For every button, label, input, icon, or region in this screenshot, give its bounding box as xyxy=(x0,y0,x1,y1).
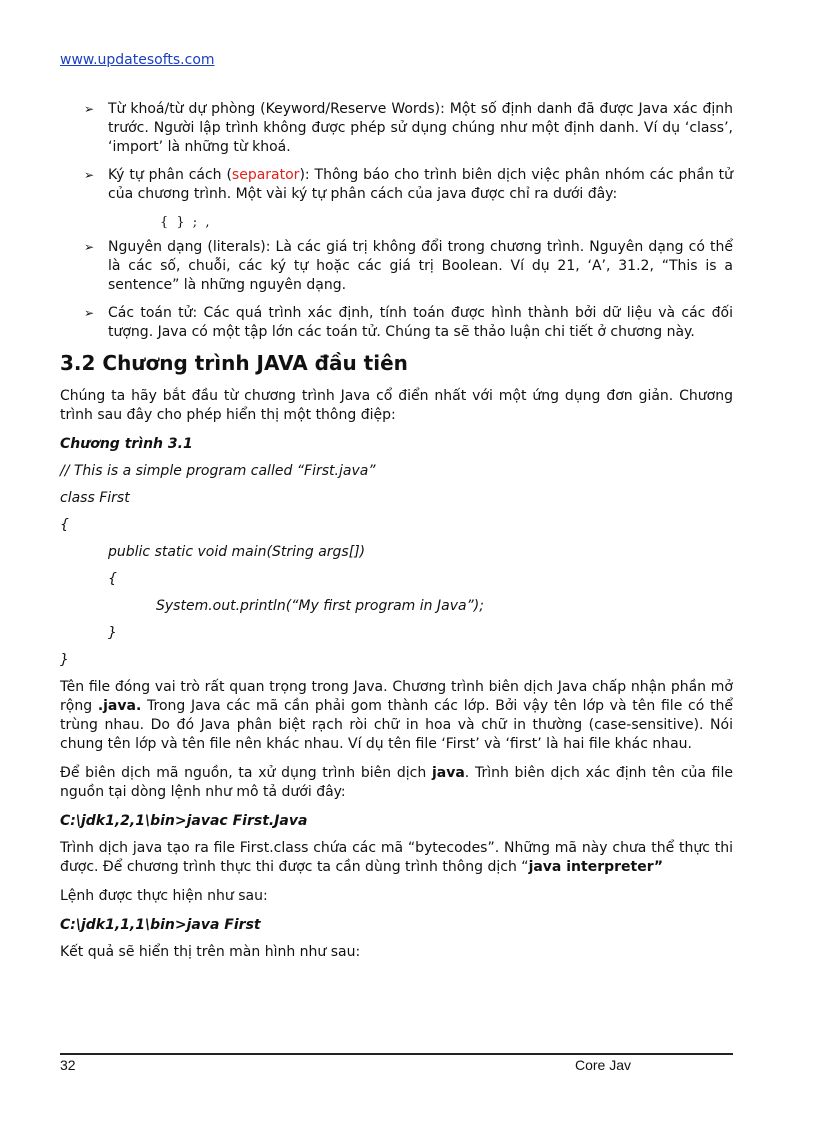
para-bold: java interpreter” xyxy=(528,859,664,875)
bullet-item-operators xyxy=(60,304,733,342)
bullet-item-separators xyxy=(60,166,733,204)
para-text: Trình dịch java tạo ra file First.class chứa các mã “bytecodes”. Những mã này chưa thể thực thi được. Để chương trình thực thi được ta cần dùng trình thông dịch “ xyxy=(60,840,733,875)
arrow-bullet-icon: ➢ xyxy=(84,240,95,254)
bytecode-paragraph xyxy=(60,839,733,877)
para-text: Để biên dịch mã nguồn, ta xử dụng trình biên dịch xyxy=(60,765,432,781)
arrow-bullet-icon: ➢ xyxy=(84,168,95,182)
separator-symbols: { } ; , xyxy=(160,215,212,230)
footer-divider xyxy=(60,1053,733,1055)
code-line: public static void main(String args[]) xyxy=(108,544,366,560)
bullet-item-literals xyxy=(60,238,733,295)
bullet-text: Các toán tử: Các quá trình xác định, tính toán được hình thành bởi dữ liệu và các đối tượng. Java có một tập lớn các toán tử. Chúng ta sẽ thảo luận chi tiết ở chương này. xyxy=(108,305,733,340)
code-line: { xyxy=(108,571,117,587)
program-title: Chương trình 3.1 xyxy=(60,436,193,452)
separator-highlight: separator xyxy=(231,167,300,183)
code-line: { xyxy=(60,517,69,533)
code-line: // This is a simple program called “First.java” xyxy=(60,463,376,479)
code-line: class First xyxy=(60,490,130,506)
bullet-list-2 xyxy=(60,238,733,342)
para-text: . Trình biên dịch xác định tên của file nguồn tại dòng lệnh như mô tả dưới đây: xyxy=(60,765,734,800)
arrow-bullet-icon: ➢ xyxy=(84,102,95,116)
bullet-text: Từ khoá/từ dự phòng (Keyword/Reserve Words): Một số định danh đã được Java xác định trước. Người lập trình không được phép sử dụng chúng như một định danh. Ví dụ ‘class’, ‘import’ là những từ khoá. xyxy=(108,101,733,155)
section-heading: 3.2 Chương trình JAVA đầu tiên xyxy=(60,351,408,375)
page-content xyxy=(60,100,733,972)
bullet-text: Nguyên dạng (literals): Là các giá trị không đổi trong chương trình. Nguyên dạng có thể là các số, chuỗi, các ký tự hoặc các giá trị Boolean. Ví dụ 21, ‘A’, 31.2, “This is a sentence” là những nguyên dạng. xyxy=(108,239,733,293)
filename-paragraph xyxy=(60,678,733,754)
code-block xyxy=(60,462,733,678)
para-bold: java xyxy=(431,765,465,781)
header-website-link[interactable]: www.updatesofts.com xyxy=(60,52,215,68)
arrow-bullet-icon: ➢ xyxy=(84,306,95,320)
run-intro-paragraph: Lệnh được thực hiện như sau: xyxy=(60,888,268,904)
book-title: Core Jav xyxy=(575,1057,632,1073)
bullet-text-before: Ký tự phân cách ( xyxy=(108,167,232,183)
code-line: } xyxy=(108,625,117,641)
compile-paragraph xyxy=(60,764,733,802)
result-paragraph: Kết quả sẽ hiển thị trên màn hình như sau: xyxy=(60,944,361,960)
code-line: } xyxy=(60,652,69,668)
page-number: 32 xyxy=(60,1057,76,1073)
run-command: C:\jdk1,1,1\bin>java First xyxy=(60,917,261,933)
code-line: System.out.println(“My first program in Java”); xyxy=(156,598,484,614)
para-text: Trong Java các mã cần phải gom thành các lớp. Bởi vậy tên lớp và tên file có thể trùng nhau. Do đó Java phân biệt rạch ròi chữ in hoa và chữ in thường (case-sensitive). Nói chung tên lớp và tên file nên khác nhau. Ví dụ tên file ‘First’ và ‘first’ là hai file khác nhau. xyxy=(60,698,733,752)
bullet-item-keywords xyxy=(60,100,733,157)
intro-paragraph: Chúng ta hãy bắt đầu từ chương trình Java cổ điển nhất với một ứng dụng đơn giản. Chương trình sau đây cho phép hiển thị một thông điệp: xyxy=(60,388,733,423)
bullet-text-after: ): Thông báo cho trình biên dịch việc phân nhóm các phần tử của chương trình. Một vài ký tự phân cách của java được chỉ ra dưới đây: xyxy=(108,167,733,202)
bullet-list xyxy=(60,100,733,204)
para-text: Tên file đóng vai trò rất quan trọng trong Java. Chương trình biên dịch Java chấp nhận phần mở rộng xyxy=(60,679,733,714)
compile-command: C:\jdk1,2,1\bin>javac First.Java xyxy=(60,813,308,829)
para-bold: .java. xyxy=(97,698,142,714)
